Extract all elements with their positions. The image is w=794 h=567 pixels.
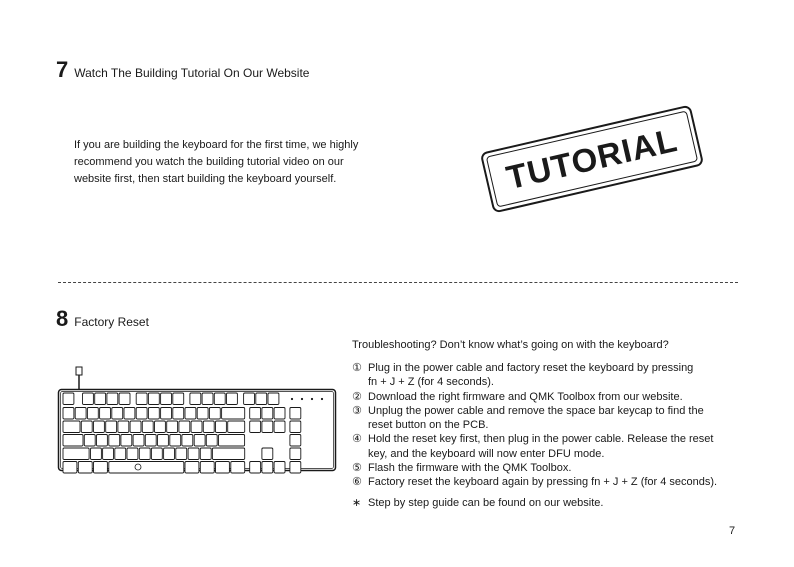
keycap <box>118 421 129 433</box>
troubleshooting-heading: Troubleshooting? Don’t know what’s going on with the keyboard? <box>352 339 669 351</box>
step-item <box>352 461 752 475</box>
keycap <box>161 393 172 405</box>
keycap <box>109 435 120 447</box>
keycap <box>63 462 77 474</box>
keycap <box>185 462 199 474</box>
keycap <box>136 408 147 420</box>
keycap <box>203 421 214 433</box>
stamp-text: TUTORIAL <box>502 120 681 197</box>
keycap <box>185 408 196 420</box>
keycap <box>262 462 273 474</box>
keycap <box>262 421 273 433</box>
keycap <box>200 448 211 460</box>
keycap <box>250 408 261 420</box>
keycap <box>173 393 184 405</box>
keycap <box>167 421 178 433</box>
keycap <box>191 421 202 433</box>
website-guide-note <box>352 496 752 510</box>
keycap <box>127 448 138 460</box>
keycap <box>119 393 130 405</box>
keycap <box>63 408 74 420</box>
keycap <box>151 448 162 460</box>
step-item <box>352 432 752 461</box>
keycap <box>194 435 205 447</box>
intro-line: If you are building the keyboard for the first time, we highly <box>74 139 359 151</box>
keycap <box>164 448 175 460</box>
keycap <box>244 393 255 405</box>
keycap <box>290 421 301 433</box>
keycap <box>63 435 83 447</box>
step-item <box>352 475 752 489</box>
step-item <box>352 390 752 404</box>
keycap <box>250 462 261 474</box>
keycap <box>176 448 187 460</box>
section-7-title: Watch The Building Tutorial On Our Website <box>74 66 310 80</box>
keycap <box>107 393 118 405</box>
stamp-inner-border <box>486 110 698 207</box>
step-item <box>352 404 752 433</box>
keycap <box>206 435 217 447</box>
keycap <box>290 448 301 460</box>
step-marker: ① <box>352 361 362 374</box>
keycap <box>94 462 108 474</box>
step-text: Hold the reset key first, then plug in the power cable. Release the reset <box>368 433 714 446</box>
keycap <box>121 435 132 447</box>
keycap <box>124 408 135 420</box>
keycap <box>139 448 150 460</box>
step-marker: ④ <box>352 432 362 446</box>
keycap <box>202 393 213 405</box>
step-marker: ③ <box>352 403 362 417</box>
keycap <box>115 448 126 460</box>
keycap <box>103 448 114 460</box>
keycap <box>179 421 190 433</box>
keycap <box>97 435 108 447</box>
asterisk-icon: ∗ <box>352 496 362 509</box>
keycap <box>262 408 273 420</box>
tutorial-intro-paragraph <box>74 137 394 188</box>
keycap <box>106 421 117 433</box>
step-text: Unplug the power cable and remove the space bar keycap to find the <box>368 404 704 417</box>
keycap <box>274 408 285 420</box>
keycap <box>200 462 214 474</box>
keycap <box>87 408 98 420</box>
keycap <box>231 462 245 474</box>
keycap <box>158 435 169 447</box>
keycap <box>188 448 199 460</box>
intro-line: recommend you watch the building tutorial video on our <box>74 156 344 168</box>
keycap <box>274 462 285 474</box>
keycap <box>136 393 147 405</box>
step-text: Download the right firmware and QMK Toolbox from our website. <box>368 390 683 403</box>
keycap <box>227 393 238 405</box>
keycap <box>197 408 208 420</box>
step-text: key, and the keyboard will now enter DFU mode. <box>368 447 605 460</box>
keycap <box>268 393 279 405</box>
page-number: 7 <box>729 525 736 537</box>
keycap <box>81 421 92 433</box>
keycap <box>63 448 89 460</box>
keycap <box>161 408 172 420</box>
keycap <box>109 462 184 474</box>
keycap <box>190 393 201 405</box>
keycap <box>142 421 153 433</box>
keycap <box>155 421 166 433</box>
reset-steps-list <box>352 361 752 510</box>
keycap <box>216 421 227 433</box>
keycap <box>209 408 220 420</box>
tutorial-stamp <box>480 104 704 213</box>
keycap <box>95 393 106 405</box>
keycap <box>84 435 95 447</box>
intro-line: website first, then start building the keyboard yourself. <box>74 173 337 185</box>
step-text: Flash the firmware with the QMK Toolbox. <box>368 462 572 475</box>
keycap <box>219 435 245 447</box>
section-8-title: Factory Reset <box>74 315 149 329</box>
keycap <box>250 421 261 433</box>
keycap <box>78 462 92 474</box>
keycap <box>222 408 245 420</box>
keyboard-illustration-icon <box>56 365 338 477</box>
section-divider <box>58 282 738 283</box>
step-marker: ② <box>352 389 362 403</box>
section-7-heading <box>56 59 309 81</box>
section-8-heading <box>56 308 149 330</box>
keycap <box>133 435 144 447</box>
keycap <box>112 408 123 420</box>
step-marker: ⑥ <box>352 475 362 489</box>
step-item <box>352 361 752 390</box>
keycap <box>63 393 74 405</box>
keycap <box>75 408 86 420</box>
note-text: Step by step guide can be found on our website. <box>368 496 604 509</box>
keycap <box>170 435 181 447</box>
keycap <box>290 408 301 420</box>
step-text: Factory reset the keyboard again by pressing fn + J + Z (for 4 seconds). <box>368 476 718 489</box>
keycap <box>214 393 225 405</box>
keycap <box>148 393 159 405</box>
keycap <box>173 408 184 420</box>
keycap <box>91 448 102 460</box>
keycap <box>63 421 80 433</box>
keycap <box>212 448 244 460</box>
keycap <box>130 421 141 433</box>
keycap <box>216 462 230 474</box>
keycap <box>290 462 301 474</box>
keycap <box>94 421 105 433</box>
step-text: fn + J + Z (for 4 seconds). <box>368 376 494 389</box>
keycap <box>228 421 245 433</box>
keycap <box>100 408 111 420</box>
keycap <box>290 435 301 447</box>
step-text: reset button on the PCB. <box>368 419 489 432</box>
keycap <box>262 448 273 460</box>
keycap <box>256 393 267 405</box>
section-8-number: 8 <box>56 306 69 331</box>
keycap <box>148 408 159 420</box>
keycap <box>83 393 94 405</box>
keycap <box>182 435 193 447</box>
section-7-number: 7 <box>56 57 69 82</box>
step-marker: ⑤ <box>352 461 362 475</box>
keycap <box>274 421 285 433</box>
keycap <box>145 435 156 447</box>
step-text: Plug in the power cable and factory reset the keyboard by pressing <box>368 362 694 374</box>
